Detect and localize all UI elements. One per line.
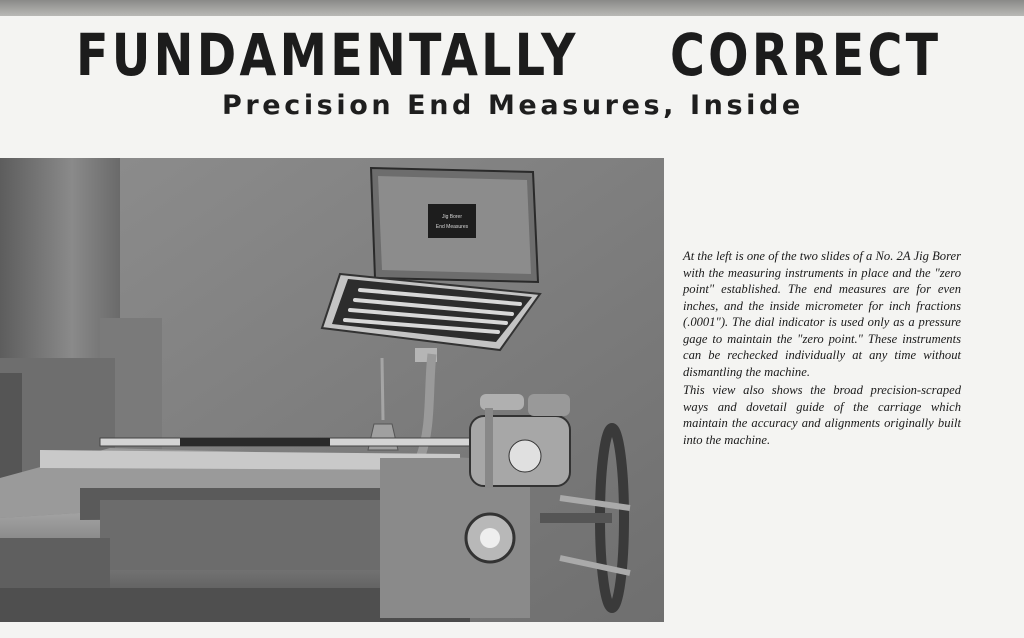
subheadline: Precision End Measures, Inside [222, 90, 804, 121]
dial-indicator [509, 440, 541, 472]
headline [0, 22, 1024, 88]
caption-paragraph-2: This view also shows the broad precision-scraped ways and dovetail guide of the carriage which maintain the accuracy and alignments originally built into the machine. [683, 383, 961, 447]
end-measure-rod [100, 438, 480, 446]
machine-photo [0, 158, 664, 622]
top-border-strip [0, 0, 1024, 16]
case-label-line-2: End Measures [435, 224, 469, 230]
jig-borer-illustration [0, 158, 664, 622]
case-label-line-1: Jig Borer [441, 214, 463, 220]
caption-text [683, 248, 961, 448]
headline-word-2: CORRECT [670, 21, 942, 89]
caption-paragraph-1: At the left is one of the two slides of a No. 2A Jig Borer with the measuring instruments in place and the "zero point" established. The end measures are for even inches, and the inside micrometer for inch fractions (.0001"). The dial indicator is used only as a pressure gage to maintain the "zero point." These instruments can be rechecked individually at any time without dismantling the machine. [683, 249, 961, 379]
headline-word-1: FUNDAMENTALLY [76, 21, 579, 89]
case-label-plate [428, 204, 476, 238]
